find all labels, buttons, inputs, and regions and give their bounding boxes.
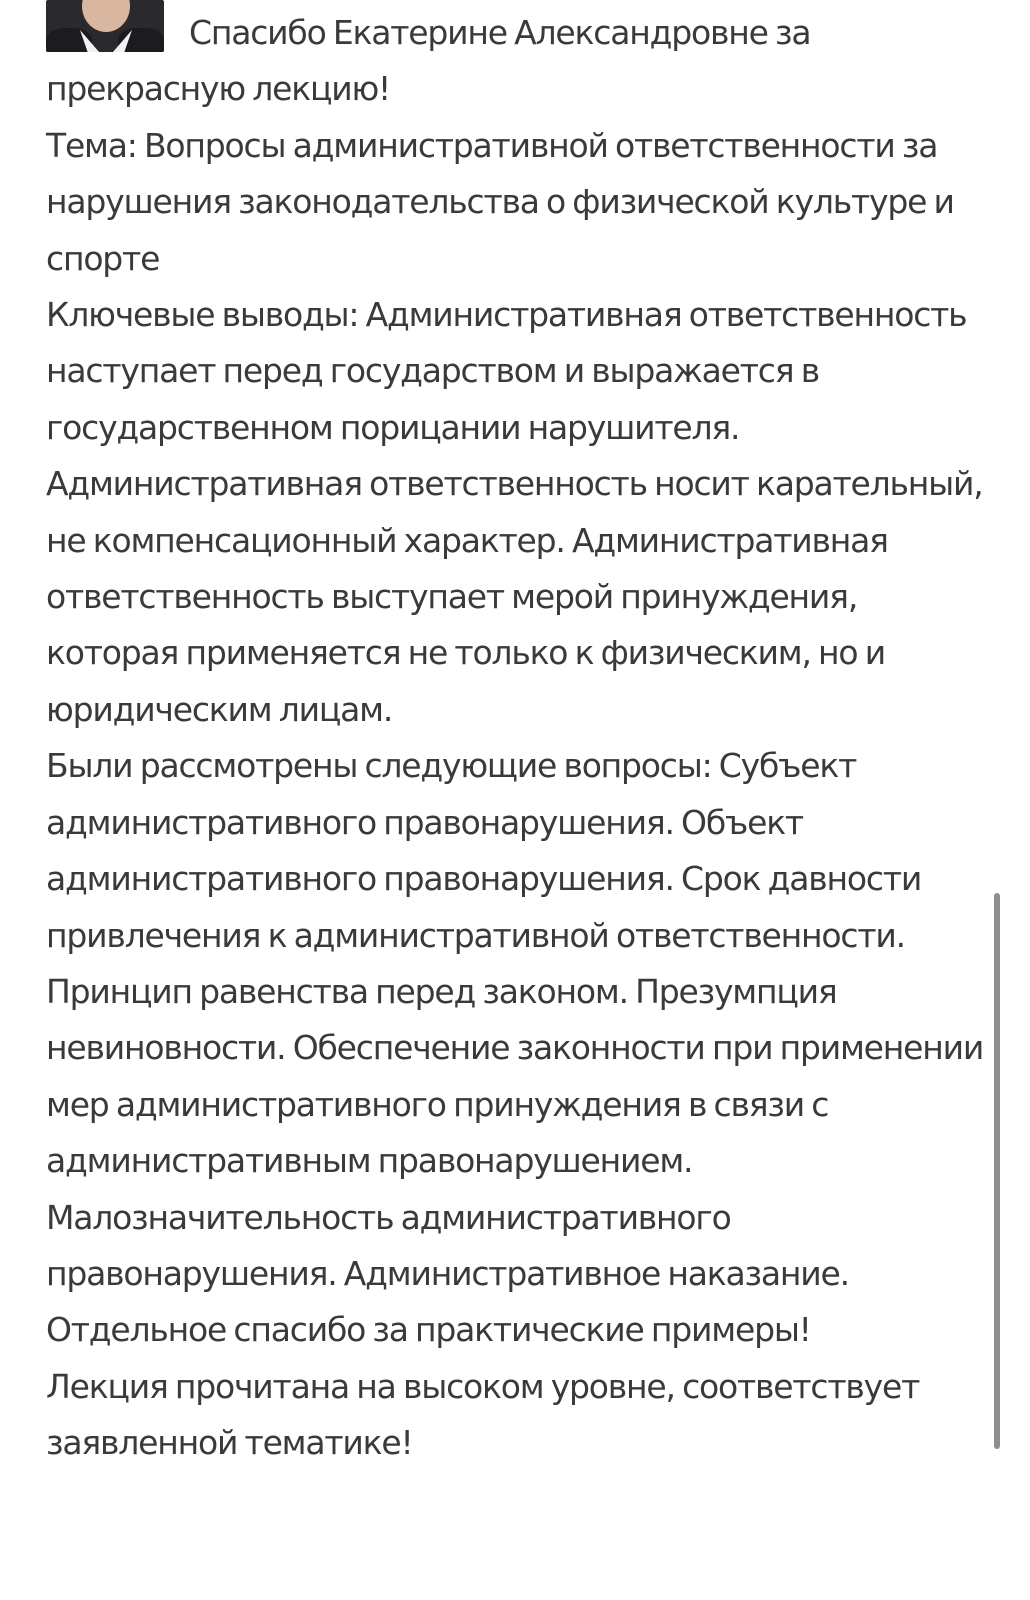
author-photo[interactable] [46,0,164,52]
post-text: Спасибо Екатерине Александровне за прекрасную лекцию! Тема: Вопросы административной ответственности за нарушения законодательства о физической культуре и спорте Ключевые выводы: Административная ответственность наступает перед государством и выражается в государственном порицании нарушителя. Административная ответственность носит карательный, не компенсационный характер. Административная ответственность выступает мерой принуждения, которая применяется не только к физическим, но и юридическим лицам. Были рассмотрены следующие вопросы: Субъект административного правонарушения. Объект административного правонарушения. Срок давности привлечения к административной ответственности. Принцип равенства перед законом. Презумпция невиновности. Обеспечение законности при применении мер административного принуждения в связи с административным правонарушением. Малозначительность административного правонарушения. Административное наказание. Отдельное спасибо за практические примеры! Лекция прочитана на высоком уровне, соответствует заявленной тематике! [46,13,984,1463]
scrollbar[interactable] [994,893,1000,1449]
post [46,0,986,1472]
photo-face [82,0,130,32]
